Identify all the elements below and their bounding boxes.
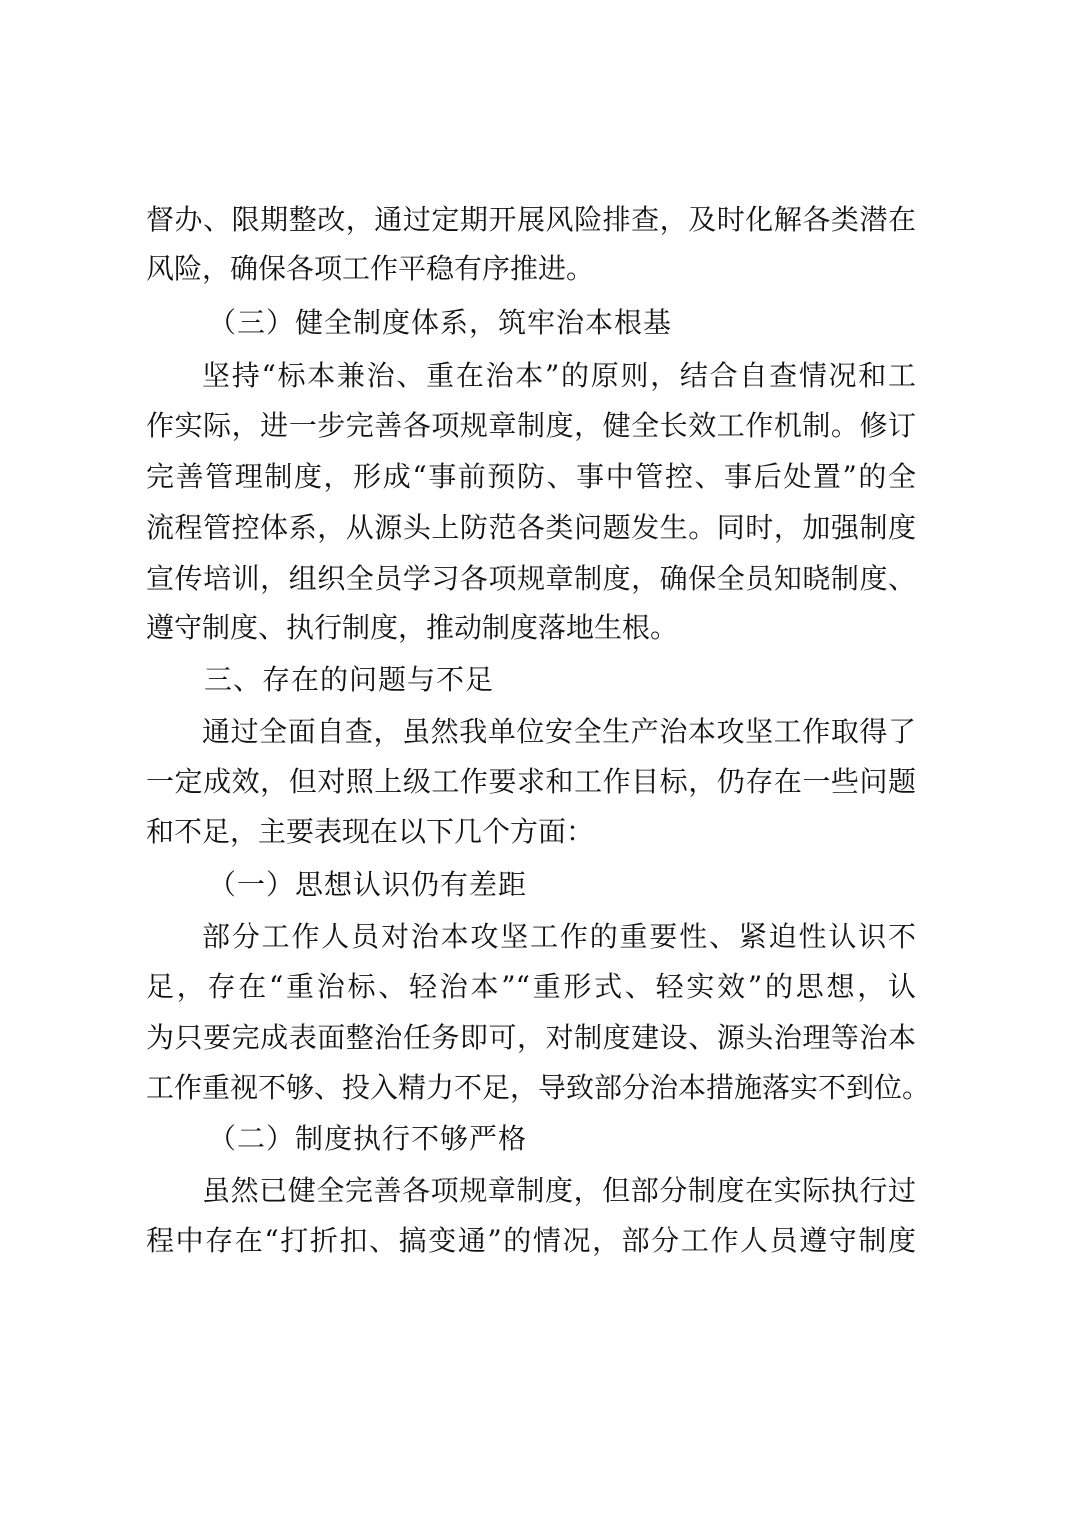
paragraph-line: 虽然已健全完善各项规章制度，但部分制度在实际执行过: [202, 1174, 916, 1207]
paragraph-line: 督办、限期整改，通过定期开展风险排查，及时化解各类潜在: [146, 203, 916, 236]
paragraph-line: 风险，确保各项工作平稳有序推进。: [146, 252, 595, 285]
paragraph-line: 为只要完成表面整治任务即可，对制度建设、源头治理等治本: [146, 1021, 916, 1054]
paragraph-line: 部分工作人员对治本攻坚工作的重要性、紧迫性认识不: [202, 920, 916, 953]
paragraph-line: 宣传培训，组织全员学习各项规章制度，确保全员知晓制度、: [146, 562, 916, 595]
paragraph-line: 工作重视不够、投入精力不足，导致部分治本措施落实不到位。: [146, 1071, 931, 1104]
paragraph-line: 程中存在“打折扣、搞变通”的情况，部分工作人员遵守制度: [146, 1224, 916, 1257]
section-heading-3: 三、存在的问题与不足: [204, 663, 495, 696]
paragraph-line: 坚持“标本兼治、重在治本”的原则，结合自查情况和工: [202, 359, 916, 392]
paragraph-line: 一定成效，但对照上级工作要求和工作目标，仍存在一些问题: [146, 765, 916, 798]
subsection-heading-3: （三）健全制度体系，筑牢治本根基: [208, 306, 673, 339]
paragraph-line: 和不足，主要表现在以下几个方面：: [146, 815, 595, 848]
subsection-heading-1: （一）思想认识仍有差距: [208, 868, 528, 901]
paragraph-line: 足，存在“重治标、轻治本”“重形式、轻实效”的思想，认: [146, 970, 916, 1003]
paragraph-line: 作实际，进一步完善各项规章制度，健全长效工作机制。修订: [146, 409, 916, 442]
paragraph-line: 完善管理制度，形成“事前预防、事中管控、事后处置”的全: [146, 460, 916, 493]
subsection-heading-2: （二）制度执行不够严格: [208, 1122, 528, 1155]
paragraph-line: 遵守制度、执行制度，推动制度落地生根。: [146, 611, 679, 644]
paragraph-line: 流程管控体系，从源头上防范各类问题发生。同时，加强制度: [146, 511, 916, 544]
paragraph-line: 通过全面自查，虽然我单位安全生产治本攻坚工作取得了: [202, 715, 916, 748]
